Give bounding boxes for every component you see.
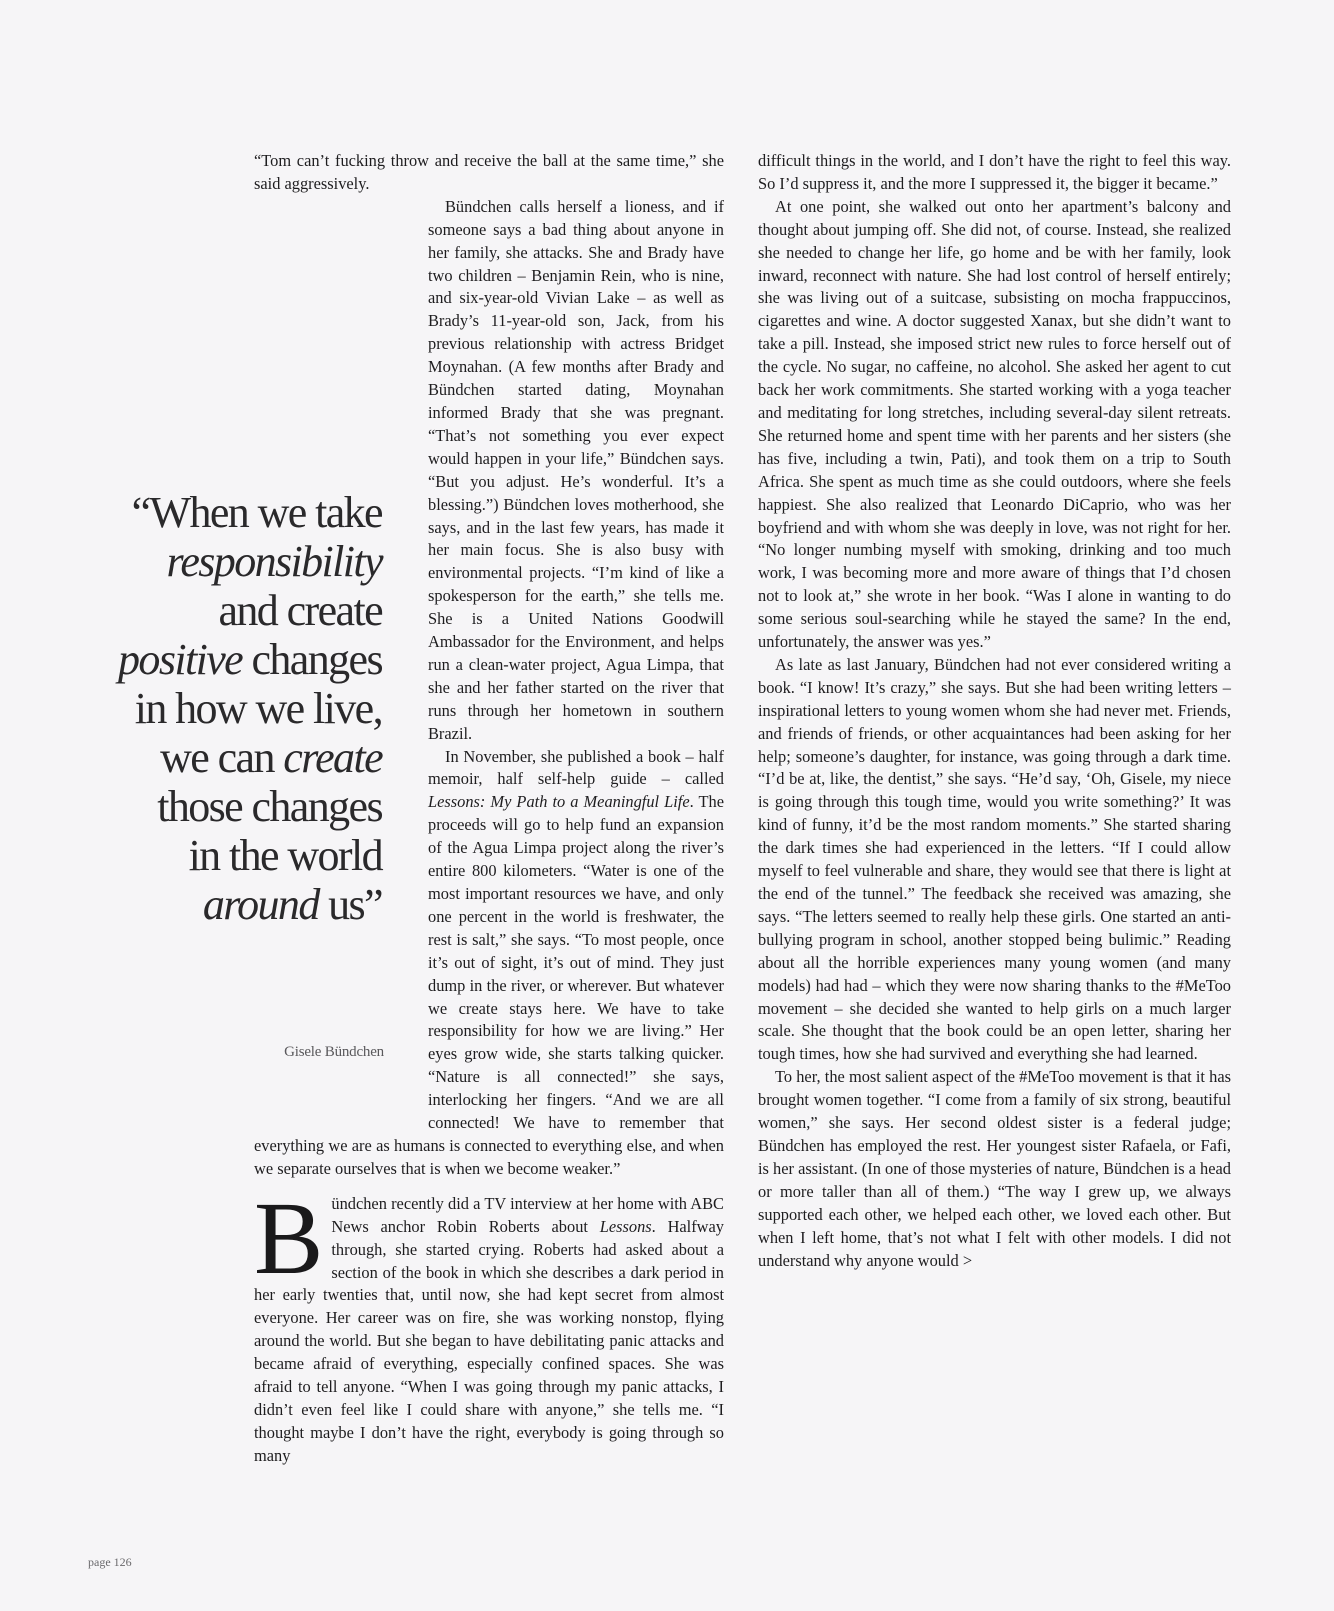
quote-attribution: Gisele Bündchen [284, 1044, 384, 1060]
text-run: In November, she published a book – half memoir, half self-help guide – called [428, 746, 724, 789]
paragraph: Bündchen calls herself a lioness, and if someone says a bad thing about anyone in her family, she attacks. She and Brady have two children – Benjamin Rein, who is nine, and six-year-old Vivian Lake – as well as Brady’s 11-year-old son, Jack, from his previous relationship with actress Bridget Moynahan. (A few months after Brady and Bündchen started dating, Moynahan informed Brady that she was pregnant. “That’s not something you ever expect would happen in your life,” Bündchen says. “But you adjust. He’s wonderful. It’s a blessing.”) Bündchen loves motherhood, she says, and in the last few years, has made it her main focus. She is also busy with environmental projects. “I’m kind of like a spokesperson for the earth,” she tells me. She is a United Nations Goodwill Ambassador for the Environment, and helps run a clean-water project, Agua Limpa, that she and her father started on the river that runs through her hometown in southern Brazil. [428, 196, 724, 743]
paragraph: At one point, she walked out onto her apartment’s balcony and thought about jumping off. She did not, of course. Instead, she realized she needed to change her life, go home and be with her family, look inward, reconnect with nature. She had lost control of herself entirely; she was living out of a suitcase, subsisting on mocha frappuccinos, cigarettes and wine. A doctor suggested Xanax, but she didn’t want to take a pill. Instead, she imposed strict new rules to force herself out of the cycle. No sugar, no caffeine, no alcohol. She asked her agent to cut back her work commitments. She started working with a yoga teacher and meditating for long stretches, including several-day silent retreats. She returned home and spent time with her parents and her sisters (she has five, including a twin, Pati), and took them on a trip to South Africa. She spent as much time as she could outdoors, where she feels happiest. She also realized that Leonardo DiCaprio, who was her boyfriend and with whom she was deeply in love, was not right for her. “No longer numbing myself with smoking, drinking and too much work, I was becoming more and more aware of things that I’d chosen not to look at,” she wrote in her book. “Was I alone in wanting to do some serious soul-searching while he stayed the same? In the end, unfortunately, the answer was yes.” [758, 196, 1231, 652]
paragraph: “Tom can’t fucking throw and receive the ball at the same time,” she said aggressively. [254, 151, 724, 193]
paragraph [254, 1180, 724, 1468]
quote-line [60, 733, 382, 782]
quote-text: changes [242, 635, 382, 684]
quote-line: and create [218, 586, 382, 635]
quote-text: us” [318, 880, 382, 929]
paragraph: As late as last January, Bündchen had not ever considered writing a book. “I know! It’s crazy,” she says. But she had been writing letters – inspirational letters to young women whom she had never met. Friends, and friends of friends, or other acquaintances had been asking for her help; someone’s daughter, for instance, was going through a dark time. “I’d be at, like, the dentist,” she says. “He’d say, ‘Oh, Gisele, my niece is going through this tough time, would you write something?’ It was kind of funny, it’d be the most random moments.” She started sharing the dark times she had experienced in the letters. “If I could allow myself to feel vulnerable and share, they would see that there is light at the end of the tunnel.” The feedback she received was amazing, she says. “The letters seemed to really help these girls. One started an anti-bullying program in school, another stopped being bulimic.” Reading about all the horrible experiences many young women (and many models) had had – which they were now sharing thanks to the #MeToo movement – she decided she wanted to help girls on a much larger scale. She thought that the book could be an open letter, sharing her tough times, how she had survived and everything she had learned. [758, 654, 1231, 1064]
quote-line [60, 537, 382, 586]
text-run: . The proceeds will go to help fund an expansion of the Agua Limpa project along the river’s entire 800 kilometers. “Water is one of the most important resources we have, and only one percent in the world is freshwater, the rest is salt,” she says. “To most people, once it’s out of sight, it’s out of mind. They just dump in the river, or wherever. But whatever we create stays here. We have to take responsibility for how we are living.” Her eyes grow wide, she starts talking quicker. “Nature is all connected!” she says, interlocking her fingers. “And we are all connected! We have to remember that everything we are as humans is connected to everything else, and when we separate ourselves that is when we become weaker.” [254, 792, 725, 1178]
right-text-column [758, 150, 1231, 1272]
page-number: page 126 [88, 1555, 132, 1569]
book-title: Lessons [599, 1216, 652, 1236]
pull-quote [60, 488, 382, 929]
text-run: . Halfway through, she started crying. Roberts had asked about a section of the book in which she describes a dark period in her early twenties that, until now, she had kept secret from almost everyone. Her career was on fire, she was working nonstop, flying around the world. But she began to have debilitating panic attacks and became afraid of everything, especially confined spaces. She was afraid to tell anyone. “When I was going through my panic attacks, I didn’t even feel like I could share with anyone,” she tells me. “I thought maybe I don’t have the right, everybody is going through so many [254, 1216, 724, 1465]
paragraph: To her, the most salient aspect of the #MeToo movement is that it has brought women together. “I come from a family of six strong, beautiful women,” she says. Her second oldest sister is a federal judge; Bündchen has employed the rest. Her youngest sister Rafaela, or Fafi, is her assistant. (In one of those mysteries of nature, Bündchen is a head or more taller than all of them.) “The way I grew up, we always supported each other, we helped each other, we loved each other. But when I left home, that’s not what I felt with other models. I did not understand why anyone would > [758, 1067, 1231, 1270]
quote-emphasis: around [202, 880, 319, 929]
quote-line: in how we live, [134, 684, 382, 733]
book-title: Lessons: My Path to a Meaningful Life [428, 792, 690, 812]
quote-line: those changes [157, 782, 382, 831]
quote-line [60, 880, 382, 929]
quote-emphasis: responsibility [166, 537, 382, 586]
quote-line: “When we take [131, 488, 382, 537]
quote-line [60, 635, 382, 684]
quote-line: in the world [188, 831, 382, 880]
text-run: ündchen recently did a TV interview at her home with ABC News anchor Robin Roberts about [331, 1193, 724, 1236]
paragraph: difficult things in the world, and I don’t have the right to feel this way. So I’d suppress it, and the more I suppressed it, the bigger it became.” [758, 151, 1231, 193]
quote-text: we can [160, 733, 284, 782]
drop-cap: B [254, 1180, 324, 1296]
quote-emphasis: create [283, 733, 382, 782]
quote-emphasis: positive [118, 635, 243, 684]
